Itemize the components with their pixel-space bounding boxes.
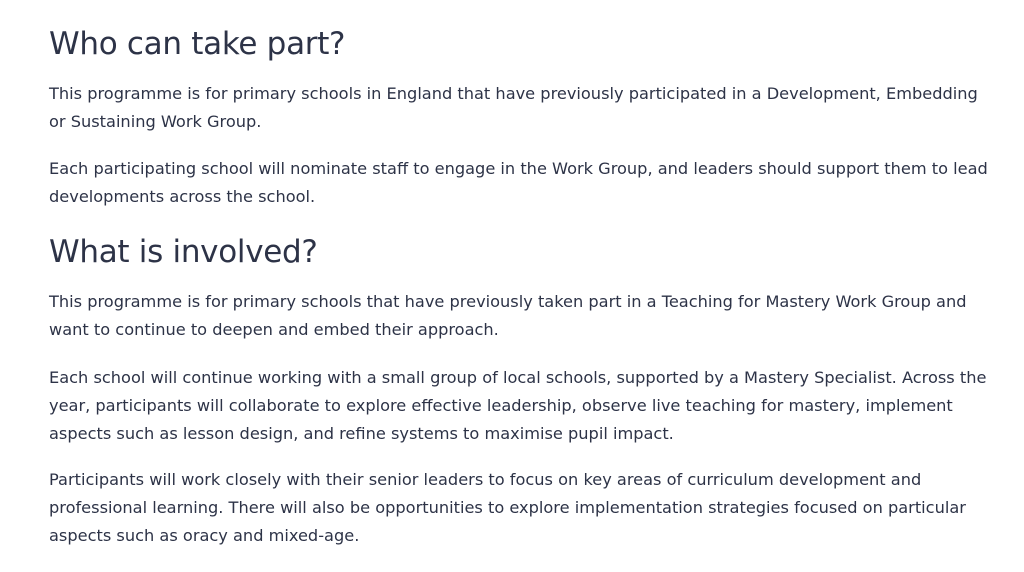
paragraph: This programme is for primary schools that have previously taken part in a Teaching for Mastery Work Group and want to continue to deepen and embed their approach. [49, 292, 967, 339]
section-heading-who-can-take-part: Who can take part? [49, 26, 346, 62]
paragraph: Each school will continue working with a small group of local schools, supported by a Mastery Specialist. Across the year, participants will collaborate to explore effective leadership, observe live teaching for mastery, implement aspects such as lesson design, and refine systems to maximise pupil impact. [49, 368, 987, 443]
paragraph: Each participating school will nominate staff to engage in the Work Group, and leaders should support them to lead developments across the school. [49, 159, 988, 206]
paragraph: This programme is for primary schools in England that have previously participated in a Development, Embedding or Sustaining Work Group. [49, 84, 978, 131]
paragraph: Participants will work closely with their senior leaders to focus on key areas of curriculum development and professional learning. There will also be opportunities to explore implementation strategies focused on particular aspects such as oracy and mixed-age. [49, 470, 966, 545]
section-heading-what-is-involved: What is involved? [49, 234, 318, 270]
